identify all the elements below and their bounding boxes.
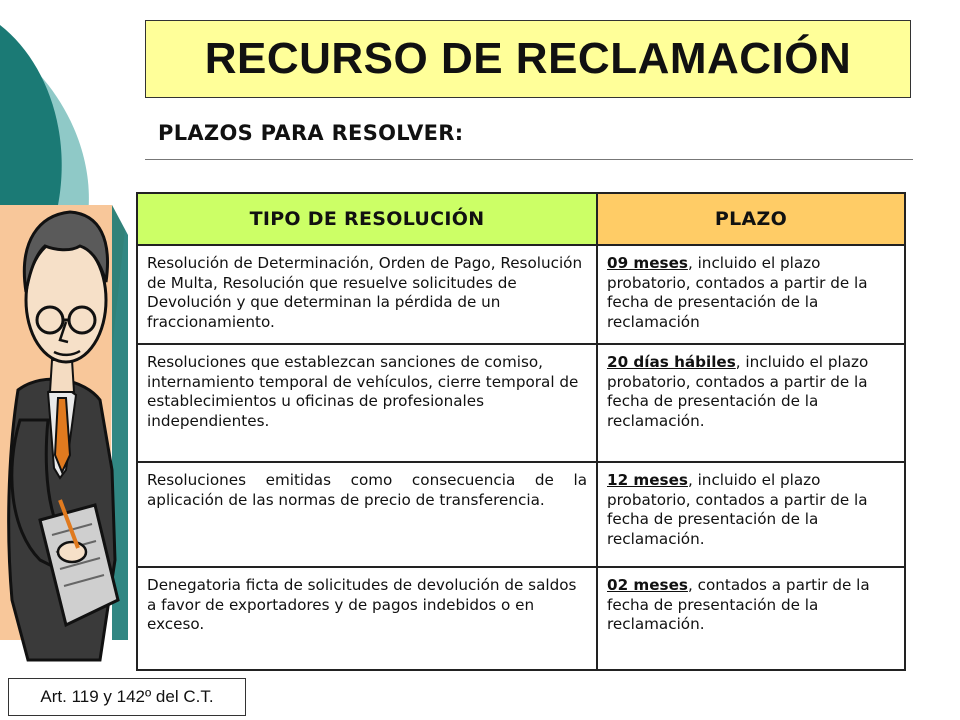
table-header-row [137,193,905,245]
tipo-cell: Resolución de Determinación, Orden de Pago, Resolución de Multa, Resolución que resuelve solicitudes de Devolución y que determinan la pérdida de un fraccionamiento. [137,245,597,344]
plazos-table [136,192,906,671]
subtitle-divider [145,159,913,160]
teal-wedge-shape [0,25,62,205]
plazo-term: 12 meses [607,471,688,489]
peach-panel-shape [0,205,125,640]
legal-reference-box [8,678,246,716]
teal-strip-shape [112,205,128,640]
table-row [137,344,905,462]
table-row [137,245,905,344]
slide-title: RECURSO DE RECLAMACIÓN [204,34,852,83]
plazo-cell [597,462,905,567]
plazo-detail: , incluido el plazo probatorio, contados a partir de la fecha de presentación de la reclamación [607,254,868,331]
plazo-term: 02 meses [607,576,688,594]
plazo-cell [597,245,905,344]
plazo-detail: , incluido el plazo probatorio, contados a partir de la fecha de presentación de la reclamación. [607,353,869,430]
table-row [137,462,905,567]
plazo-detail: , incluido el plazo probatorio, contados a partir de la fecha de presentación de la reclamación. [607,471,868,548]
plazo-cell [597,344,905,462]
title-box [145,20,911,98]
tipo-cell: Denegatoria ficta de solicitudes de devolución de saldos a favor de exportadores y de pagos indebidos o en exceso. [137,567,597,670]
plazo-term: 09 meses [607,254,688,272]
light-teal-arc-shape [0,40,89,215]
tipo-cell: Resoluciones que establezcan sanciones de comiso, internamiento temporal de vehículos, cierre temporal de establecimientos u oficinas de profesionales independientes. [137,344,597,462]
slide-subtitle: PLAZOS PARA RESOLVER: [158,121,464,145]
plazo-term: 20 días hábiles [607,353,736,371]
tipo-cell: Resoluciones emitidas como consecuencia de la aplicación de las normas de precio de transferencia. [137,462,597,567]
legal-reference: Art. 119 y 142º del C.T. [40,687,214,706]
businessman-clipart-icon [9,212,118,660]
plazo-detail: , contados a partir de la fecha de presentación de la reclamación. [607,576,870,633]
table-row [137,567,905,670]
plazo-cell [597,567,905,670]
header-tipo-resolucion: TIPO DE RESOLUCIÓN [137,193,597,245]
header-plazo: PLAZO [597,193,905,245]
